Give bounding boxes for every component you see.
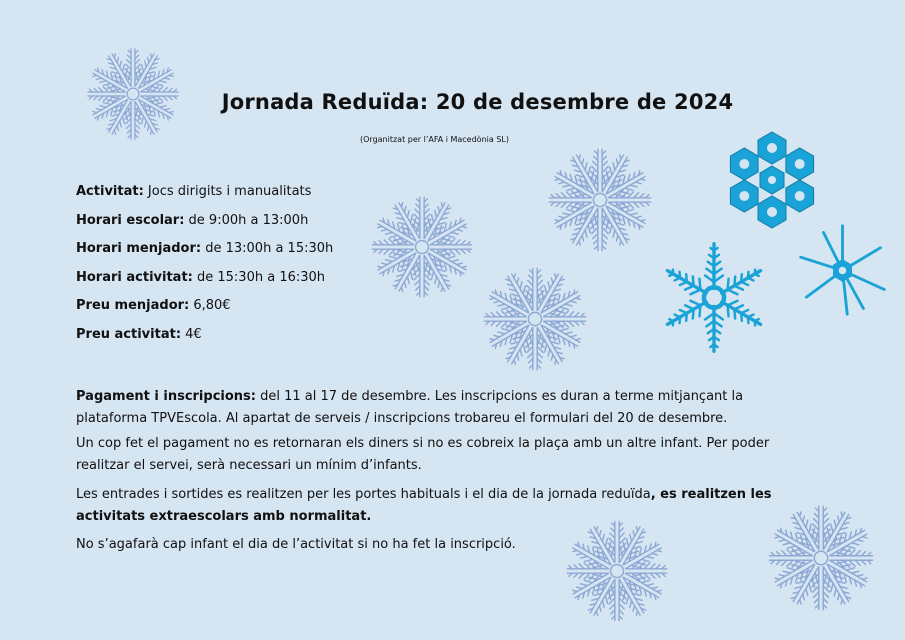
entries-paragraph [76, 484, 816, 528]
refund-paragraph: Un cop fet el pagament no es retornaran els diners si no es cobreix la plaça amb un altre infant. Per poder realitzar el servei, serà necessari un mínim d’infants. [76, 436, 770, 473]
info-row-lunch-price [76, 298, 333, 327]
entries-bold: , es realitzen les activitats extraescolars amb normalitat. [76, 487, 772, 524]
entries-text: Les entrades i sortides es realitzen per les portes habituals i el dia de la jornada reduïda [76, 487, 651, 502]
info-label: Horari activitat: [76, 269, 193, 285]
info-value: 4€ [181, 326, 202, 342]
info-label: Horari menjador: [76, 241, 202, 256]
info-list [76, 184, 333, 355]
info-value: de 13:00h a 15:30h [201, 241, 334, 256]
payment-label: Pagament i inscripcions: [76, 389, 256, 404]
info-label: Horari escolar: [76, 212, 185, 228]
snowflake-icon [545, 145, 655, 255]
payment-paragraph [76, 386, 816, 430]
organizer-note: (Organitzat per l’AFA i Macedònia SL) [360, 135, 509, 144]
info-row-lunch-hours [76, 241, 333, 270]
snowflake-icon [368, 193, 476, 301]
info-row-school-hours [76, 213, 333, 242]
info-row-activity-price [76, 327, 333, 356]
snowflake-icon [722, 130, 822, 230]
snowflake-icon [795, 223, 890, 318]
info-row-activity-hours [76, 270, 333, 299]
snowflake-icon [658, 240, 770, 355]
info-label: Activitat: [76, 184, 144, 199]
snowflake-icon [480, 264, 590, 374]
info-row-activity [76, 184, 333, 213]
info-label: Preu menjador: [76, 298, 190, 313]
info-value: 6,80€ [189, 298, 231, 313]
page-title: Jornada Reduïda: 20 de desembre de 2024 [221, 90, 734, 114]
payment-text: del 11 al 17 de desembre. Les inscripcions es duran a terme mitjançant la plataforma TPVEscola. Al apartat de serveis / inscripcions trobareu el formulari del 20 de desembre. [76, 389, 744, 426]
info-value: de 9:00h a 13:00h [184, 212, 309, 228]
note-paragraph: No s’agafarà cap infant el dia de l’activitat si no ha fet la inscripció. [76, 537, 516, 552]
info-label: Preu activitat: [76, 326, 182, 342]
info-value: Jocs dirigits i manualitats [143, 184, 312, 199]
info-value: de 15:30h a 16:30h [192, 269, 326, 285]
